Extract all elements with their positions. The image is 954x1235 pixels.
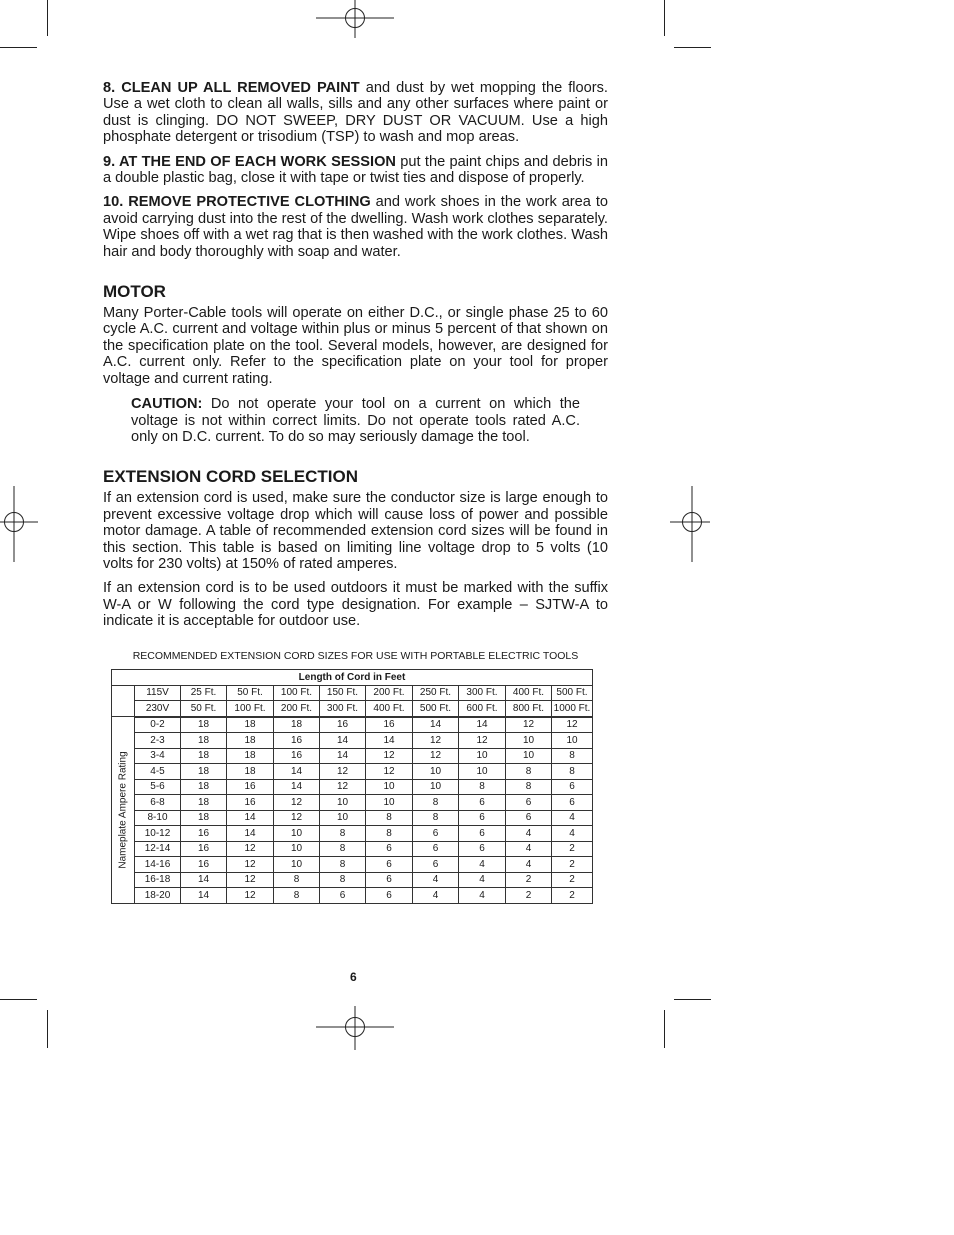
- gauge-cell: 16: [181, 826, 227, 842]
- length-group-header: Length of Cord in Feet: [112, 670, 593, 686]
- gauge-cell: 4: [413, 872, 459, 888]
- table-row: [112, 795, 593, 811]
- length-230-header: 100 Ft.: [227, 701, 274, 717]
- length-230-header: 500 Ft.: [413, 701, 459, 717]
- ampere-range-cell: 3-4: [135, 748, 181, 764]
- gauge-cell: 18: [181, 733, 227, 749]
- caution-label: CAUTION:: [131, 396, 203, 413]
- gauge-cell: 8: [366, 810, 413, 826]
- table-row: [112, 764, 593, 780]
- gauge-cell: 10: [506, 748, 552, 764]
- table-row: [112, 733, 593, 749]
- length-115-header: 150 Ft.: [320, 685, 366, 701]
- crop-mark: [0, 47, 37, 48]
- registration-mark-bottom: [316, 1006, 394, 1050]
- gauge-cell: 10: [552, 733, 593, 749]
- gauge-cell: 18: [227, 733, 274, 749]
- extension-heading: EXTENSION CORD SELECTION: [103, 467, 359, 487]
- gauge-cell: 6: [413, 826, 459, 842]
- gauge-cell: 4: [459, 888, 506, 904]
- gauge-cell: 8: [413, 795, 459, 811]
- gauge-cell: 8: [366, 826, 413, 842]
- ampere-range-cell: 10-12: [135, 826, 181, 842]
- gauge-cell: 8: [274, 872, 320, 888]
- table-row: [112, 872, 593, 888]
- ampere-range-cell: 0-2: [135, 717, 181, 733]
- table-row: [112, 748, 593, 764]
- ampere-range-cell: 6-8: [135, 795, 181, 811]
- gauge-cell: 18: [274, 717, 320, 733]
- table-caption: RECOMMENDED EXTENSION CORD SIZES FOR USE WITH PORTABLE ELECTRIC TOOLS: [132, 650, 579, 662]
- gauge-cell: 18: [181, 717, 227, 733]
- gauge-cell: 14: [181, 888, 227, 904]
- gauge-cell: 6: [459, 826, 506, 842]
- gauge-cell: 10: [459, 764, 506, 780]
- gauge-cell: 16: [227, 795, 274, 811]
- gauge-cell: 18: [181, 795, 227, 811]
- length-230-header: 400 Ft.: [366, 701, 413, 717]
- gauge-cell: 12: [274, 810, 320, 826]
- length-230-header: 1000 Ft.: [552, 701, 593, 717]
- gauge-cell: 10: [366, 779, 413, 795]
- gauge-cell: 10: [413, 764, 459, 780]
- gauge-cell: 18: [181, 810, 227, 826]
- gauge-cell: 6: [413, 841, 459, 857]
- table-row: [112, 826, 593, 842]
- gauge-cell: 6: [366, 857, 413, 873]
- gauge-cell: 4: [413, 888, 459, 904]
- gauge-cell: 8: [506, 764, 552, 780]
- table-row: [112, 888, 593, 904]
- gauge-cell: 10: [413, 779, 459, 795]
- gauge-cell: 2: [552, 857, 593, 873]
- ampere-range-cell: 4-5: [135, 764, 181, 780]
- gauge-cell: 12: [552, 717, 593, 733]
- ampere-range-cell: 18-20: [135, 888, 181, 904]
- gauge-cell: 8: [413, 810, 459, 826]
- crop-mark: [47, 1010, 48, 1048]
- gauge-cell: 12: [459, 733, 506, 749]
- step-10-lead: 10. REMOVE PROTECTIVE CLOTHING: [103, 194, 371, 211]
- gauge-cell: 6: [506, 810, 552, 826]
- gauge-cell: 14: [274, 779, 320, 795]
- gauge-cell: 8: [320, 841, 366, 857]
- extension-para-1: If an extension cord is used, make sure the conductor size is large enough to prevent excessive voltage drop which will cause loss of power and possible motor damage. A table of recommended extension cord sizes will be found in this section. This table is based on limiting line voltage drop to 5 volts (10 volts for 230 volts) at 150% of rated amperes.: [103, 490, 608, 572]
- gauge-cell: 16: [366, 717, 413, 733]
- length-230-header: 800 Ft.: [506, 701, 552, 717]
- extension-cord-table: [111, 669, 593, 904]
- gauge-cell: 12: [227, 841, 274, 857]
- gauge-cell: 6: [366, 872, 413, 888]
- length-115-header: 25 Ft.: [181, 685, 227, 701]
- caution-text: Do not operate your tool on a current on which the voltage is not within correct limits. Do not operate tools rated A.C. only on D.C. current. To do so may seriously damage the tool.: [131, 396, 580, 445]
- gauge-cell: 16: [181, 857, 227, 873]
- ampere-range-cell: 5-6: [135, 779, 181, 795]
- caution-note: [131, 396, 580, 445]
- page-content: [103, 80, 608, 630]
- ampere-range-cell: 12-14: [135, 841, 181, 857]
- length-115-header: 100 Ft.: [274, 685, 320, 701]
- gauge-cell: 8: [274, 888, 320, 904]
- gauge-cell: 8: [320, 857, 366, 873]
- gauge-cell: 10: [320, 810, 366, 826]
- gauge-cell: 8: [320, 872, 366, 888]
- gauge-cell: 10: [274, 841, 320, 857]
- gauge-cell: 2: [552, 872, 593, 888]
- gauge-cell: 6: [552, 795, 593, 811]
- gauge-cell: 6: [413, 857, 459, 873]
- crop-mark: [664, 1010, 665, 1048]
- gauge-cell: 14: [274, 764, 320, 780]
- gauge-cell: 12: [227, 857, 274, 873]
- length-115-header: 400 Ft.: [506, 685, 552, 701]
- step-8-lead: 8. CLEAN UP ALL REMOVED PAINT: [103, 80, 360, 96]
- crop-mark: [0, 999, 37, 1000]
- gauge-cell: 10: [274, 826, 320, 842]
- table-row: [112, 717, 593, 733]
- gauge-cell: 10: [366, 795, 413, 811]
- motor-body: Many Porter-Cable tools will operate on either D.C., or single phase 25 to 60 cycle A.C. current and voltage within plus or minus 5 percent of that shown on the specification plate on the tool. Several models, however, are designed for A.C. current only. Refer to the specification plate on your tool for proper voltage and current rating.: [103, 305, 608, 387]
- step-9-lead: 9. AT THE END OF EACH WORK SESSION: [103, 153, 396, 170]
- crop-mark: [664, 0, 665, 36]
- table-row: [112, 857, 593, 873]
- gauge-cell: 8: [459, 779, 506, 795]
- length-230-header: 300 Ft.: [320, 701, 366, 717]
- table-corner-cell: [112, 701, 135, 717]
- length-115-header: 250 Ft.: [413, 685, 459, 701]
- table-row: [112, 810, 593, 826]
- table-row: [112, 779, 593, 795]
- gauge-cell: 12: [506, 717, 552, 733]
- gauge-cell: 12: [274, 795, 320, 811]
- gauge-cell: 16: [274, 733, 320, 749]
- gauge-cell: 18: [181, 748, 227, 764]
- length-230-header: 600 Ft.: [459, 701, 506, 717]
- gauge-cell: 12: [413, 733, 459, 749]
- ampere-range-cell: 8-10: [135, 810, 181, 826]
- gauge-cell: 8: [552, 748, 593, 764]
- gauge-cell: 14: [459, 717, 506, 733]
- registration-mark-top: [316, 0, 394, 40]
- gauge-cell: 4: [506, 826, 552, 842]
- gauge-cell: 14: [181, 872, 227, 888]
- gauge-cell: 18: [227, 717, 274, 733]
- step-8-text: and dust by wet mopping the floors. Use a wet cloth to clean all walls, sills and any other surfaces where paint or dust is clinging. DO NOT SWEEP, DRY DUST OR VACUUM. Use a high phosphate detergent or trisodium (TSP) to wash and mop areas.: [103, 80, 608, 146]
- registration-mark-left: [0, 486, 40, 562]
- gauge-cell: 12: [227, 888, 274, 904]
- gauge-cell: 16: [227, 779, 274, 795]
- extension-para-2: If an extension cord is to be used outdoors it must be marked with the suffix W-A or W following the cord type designation. For example – SJTW-A to indicate it is acceptable for outdoor use.: [103, 580, 608, 630]
- gauge-cell: 4: [552, 810, 593, 826]
- voltage-115-header: 115V: [135, 685, 181, 701]
- gauge-cell: 16: [274, 748, 320, 764]
- length-115-header: 50 Ft.: [227, 685, 274, 701]
- gauge-cell: 4: [552, 826, 593, 842]
- gauge-cell: 6: [459, 795, 506, 811]
- gauge-cell: 2: [552, 888, 593, 904]
- gauge-cell: 12: [366, 764, 413, 780]
- gauge-cell: 14: [413, 717, 459, 733]
- step-9-text: put the paint chips and debris in a double plastic bag, close it with tape or twist ties and dispose of properly.: [103, 153, 608, 187]
- gauge-cell: 4: [459, 872, 506, 888]
- length-115-header: 500 Ft.: [552, 685, 593, 701]
- gauge-cell: 6: [459, 810, 506, 826]
- crop-mark: [47, 0, 48, 36]
- gauge-cell: 10: [320, 795, 366, 811]
- gauge-cell: 14: [320, 733, 366, 749]
- gauge-cell: 6: [366, 888, 413, 904]
- table-row: [112, 841, 593, 857]
- ampere-rating-label-cell: [112, 717, 135, 904]
- step-9: [103, 154, 608, 187]
- gauge-cell: 18: [181, 779, 227, 795]
- length-115-header: 300 Ft.: [459, 685, 506, 701]
- gauge-cell: 6: [366, 841, 413, 857]
- gauge-cell: 4: [459, 857, 506, 873]
- gauge-cell: 6: [552, 779, 593, 795]
- gauge-cell: 18: [181, 764, 227, 780]
- gauge-cell: 10: [459, 748, 506, 764]
- ampere-range-cell: 16-18: [135, 872, 181, 888]
- gauge-cell: 6: [506, 795, 552, 811]
- gauge-cell: 8: [320, 826, 366, 842]
- ampere-rating-label: Nameplate Ampere Rating: [117, 751, 129, 869]
- step-8: [103, 80, 608, 146]
- gauge-cell: 12: [320, 764, 366, 780]
- length-115-header: 200 Ft.: [366, 685, 413, 701]
- gauge-cell: 6: [459, 841, 506, 857]
- crop-mark: [674, 999, 711, 1000]
- gauge-cell: 12: [320, 779, 366, 795]
- gauge-cell: 18: [227, 748, 274, 764]
- gauge-cell: 14: [366, 733, 413, 749]
- gauge-cell: 2: [506, 872, 552, 888]
- gauge-cell: 8: [506, 779, 552, 795]
- gauge-cell: 10: [506, 733, 552, 749]
- length-230-header: 200 Ft.: [274, 701, 320, 717]
- gauge-cell: 2: [552, 841, 593, 857]
- crop-mark: [674, 47, 711, 48]
- voltage-230-header: 230V: [135, 701, 181, 717]
- gauge-cell: 14: [320, 748, 366, 764]
- gauge-cell: 14: [227, 826, 274, 842]
- gauge-cell: 2: [506, 888, 552, 904]
- page-number: 6: [350, 970, 357, 984]
- step-10-text: and work shoes in the work area to avoid carrying dust into the rest of the dwelling. Wash work clothes separately. Wipe shoes off with a wet rag that is then washed with the work clothes. Wash hair and body thoroughly with soap and water.: [103, 194, 608, 260]
- gauge-cell: 12: [413, 748, 459, 764]
- gauge-cell: 4: [506, 857, 552, 873]
- gauge-cell: 8: [552, 764, 593, 780]
- gauge-cell: 16: [181, 841, 227, 857]
- table-corner-cell: [112, 685, 135, 701]
- gauge-cell: 12: [366, 748, 413, 764]
- ampere-range-cell: 2-3: [135, 733, 181, 749]
- length-230-header: 50 Ft.: [181, 701, 227, 717]
- gauge-cell: 12: [227, 872, 274, 888]
- gauge-cell: 4: [506, 841, 552, 857]
- gauge-cell: 10: [274, 857, 320, 873]
- gauge-cell: 16: [320, 717, 366, 733]
- gauge-cell: 6: [320, 888, 366, 904]
- registration-mark-right: [670, 486, 710, 562]
- motor-heading: MOTOR: [103, 282, 166, 302]
- gauge-cell: 18: [227, 764, 274, 780]
- step-10: [103, 194, 608, 260]
- ampere-range-cell: 14-16: [135, 857, 181, 873]
- gauge-cell: 14: [227, 810, 274, 826]
